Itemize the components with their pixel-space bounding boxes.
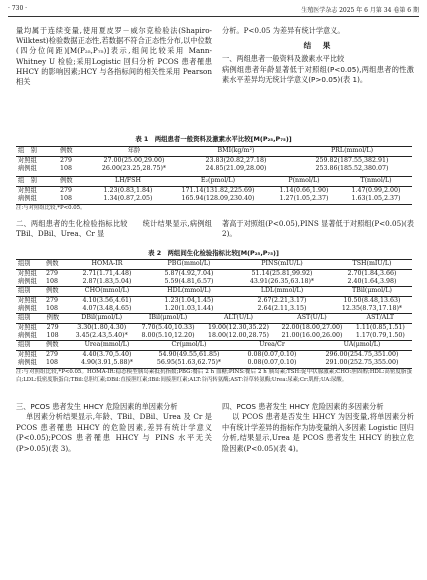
table-row xyxy=(16,195,412,204)
table-row xyxy=(16,323,412,332)
header-rule xyxy=(8,16,419,17)
table-cell: 1.27(1.05,2.37) xyxy=(268,195,340,204)
table-header-cell: HDL(mmol/L) xyxy=(146,287,232,297)
table-cell: 10.50(8.48,13.63) xyxy=(343,296,401,304)
table-cell: 病例组 xyxy=(16,195,58,204)
table-header-cell: PINS(mIU/L) xyxy=(232,260,332,270)
table-cell: 3.45(2.43,5.40)* xyxy=(75,332,128,340)
table-header-cell: LDL(mmol/L) xyxy=(232,287,332,297)
table-cell: 1.23(1.04,1.45) xyxy=(164,296,214,304)
table2-header-row-3 xyxy=(16,314,412,324)
running-header xyxy=(8,3,419,15)
table-row xyxy=(16,269,412,278)
table-cell: 1.34(0.87,2.05) xyxy=(88,195,168,204)
table-header-cell: TSH(mIU/L) xyxy=(332,260,412,270)
table2-part3 xyxy=(16,313,412,341)
table-cell: 对照组 xyxy=(18,350,37,358)
table-cell: 对照组 xyxy=(18,269,37,277)
table-cell: 对照组 xyxy=(18,186,37,194)
table-cell: 259.82(187.55,382.91) xyxy=(315,156,389,164)
table-cell: 54.90(49.55,61.85) xyxy=(158,350,220,358)
table-cell: 296.00(254.75,351.00) xyxy=(325,350,399,358)
table-cell: 26.00(23.25,28.75)* xyxy=(101,165,167,173)
table-row xyxy=(16,156,412,165)
section2-left xyxy=(16,219,212,240)
table-cell: 253.86(185.52,380.07) xyxy=(315,165,389,173)
table-cell: 24.85(21.09,28.00) xyxy=(205,165,267,173)
table-header-cell: 例数 xyxy=(44,341,68,351)
table-header-cell: AST/ALT xyxy=(349,314,412,324)
table-header-cell: 组 别 xyxy=(16,147,58,157)
table-cell: 21.00(16.00,26.00) xyxy=(281,332,343,340)
table-cell: 病例组 xyxy=(18,278,37,286)
table-header-cell: 组别 xyxy=(16,314,45,324)
table-header-cell: 组 别 xyxy=(16,177,58,187)
table-cell: 对照组 xyxy=(18,156,37,164)
table-cell: 279 xyxy=(60,186,73,194)
table-cell: 4.40(3.70,5.40) xyxy=(82,350,132,358)
right-column-results xyxy=(222,26,414,85)
table-cell: 病例组 xyxy=(18,332,37,340)
table-cell: 1.14(0.66,1.90) xyxy=(279,186,329,194)
table-cell: 3.30(1.80,4.30) xyxy=(77,323,127,331)
table-cell: 7.70(5.40,10.33) xyxy=(141,323,195,331)
table-header-cell: Urea/Cr xyxy=(232,341,312,351)
section2-text-right: 著高于对照组(P<0.05),PINS 显著低于对照组(P<0.05)(表 2)。 xyxy=(222,219,414,239)
table-cell: 0.08(0.07,0.10) xyxy=(247,350,297,358)
table-cell: 23.83(20.82,27.18) xyxy=(205,156,267,164)
table-cell: 279 xyxy=(46,296,59,304)
table-header-cell: 组别 xyxy=(16,287,44,297)
table-cell: 1.20(1.03,1.44) xyxy=(164,305,214,313)
left-column-intro xyxy=(16,26,212,87)
journal-issue: 生殖医学杂志 2025 年 6 月第 34 卷第 6 期 xyxy=(301,7,419,14)
table-cell: 对照组 xyxy=(18,296,37,304)
table-cell: 27.00(25.00,29.00) xyxy=(103,156,165,164)
table-row xyxy=(16,296,412,305)
table-cell: 5.59(4.81,6.57) xyxy=(164,278,214,286)
table-cell: 2.64(2.11,3.15) xyxy=(257,305,307,313)
table2-part2 xyxy=(16,286,412,314)
table-header-cell: PRL(mmol/L) xyxy=(292,147,412,157)
table-cell: 279 xyxy=(46,323,59,331)
table-header-cell: Cr(μmol/L) xyxy=(146,341,232,351)
table2-header-row-2 xyxy=(16,287,412,297)
results-subheading-1: 一、两组患者一般资料及激素水平比较 xyxy=(222,54,345,64)
table-header-cell: TBil(μmol/L) xyxy=(332,287,412,297)
table-cell: 4.90(3.91,5.88)* xyxy=(68,359,146,368)
section4-text: 以 PCOS 患者是否发生 HHCY 为因变量,将单因素分析中有统计学差异的指标作为协变量纳入多因素 Logistic 回归分析,结果显示,Urea 是 PCOS 患者发生 HHCY 的独立危险因素(P<0.05)(表 4)。 xyxy=(222,412,414,453)
table-header-cell: T(nmol/L) xyxy=(340,177,412,187)
table-header-cell: LH/FSH xyxy=(88,177,168,187)
table-cell: 43.91(26.35,63.18)* xyxy=(249,278,315,286)
table-cell: 108 xyxy=(46,305,59,313)
table-header-cell: IBil(μmol/L) xyxy=(134,314,201,324)
table1-caption: 表 1 两组患者一般资料及激素水平比较[M(P₂₅,P₇₅)] xyxy=(135,135,292,143)
table-cell: 对照组 xyxy=(18,323,37,331)
table-cell: 4.10(3.56,4.61) xyxy=(82,296,132,304)
table-cell: 2.67(2.21,3.17) xyxy=(257,296,307,304)
table-cell: 19.00(12.30,35.22) xyxy=(207,323,269,331)
table-cell: 2.40(1.64,3.98) xyxy=(347,278,397,286)
section2-right xyxy=(222,219,414,240)
table-cell: 171.14(131.82,225.69) xyxy=(181,186,255,194)
table-header-cell: 年龄 xyxy=(88,147,180,157)
table-header-cell: CHO(mmol/L) xyxy=(68,287,146,297)
page-number: · 730 · xyxy=(8,5,28,12)
table-cell: 8.00(5.10,12.20) xyxy=(141,332,195,340)
table2-part1 xyxy=(16,259,412,287)
table-cell: 279 xyxy=(46,269,59,277)
table-header-cell: 例数 xyxy=(45,314,69,324)
table-cell: 108 xyxy=(60,165,73,173)
table-header-cell: 组别 xyxy=(16,341,44,351)
table-cell: 1.17(0.79,1.50) xyxy=(355,332,405,340)
table-cell: 108 xyxy=(46,332,59,340)
results-paragraph-1: 病例组患者年龄显著低于对照组(P<0.05),两组患者的性激素水平差异均无统计学意义(P>0.05)(表 1)。 xyxy=(222,64,414,84)
table-cell: 291.00(252.75,355.00) xyxy=(312,359,412,368)
table1 xyxy=(16,146,412,174)
table-cell: 108 xyxy=(44,359,68,368)
table-cell: 病例组 xyxy=(18,165,37,173)
table1-header-row-1 xyxy=(16,147,412,157)
table-cell: 2.71(1.71,4.48) xyxy=(82,269,132,277)
table-cell: 18.00(12.00,28.75) xyxy=(207,332,269,340)
table-header-cell: HOMA-IR xyxy=(68,260,146,270)
section4 xyxy=(222,402,414,454)
table1-note: 注:与对照组比较,*P<0.05。 xyxy=(16,205,86,211)
section2-text-left: 二、两组患者的生化检验指标比较 统计结果显示,病例组 TBil、DBil、Urea、Cr 显 xyxy=(16,219,212,239)
table2-caption: 表 2 两组间生化检验指标比较[M(P₂₅,P₇₅)] xyxy=(148,249,279,257)
table-cell: 51.14(25.81,99.92) xyxy=(251,269,313,277)
table-cell: 2.87(1.83,5.04) xyxy=(82,278,132,286)
table-cell: 病例组 xyxy=(18,305,37,313)
methods-paragraph-end: 分析。P<0.05 为差异有统计学意义。 xyxy=(222,26,345,35)
table-header-cell: 例数 xyxy=(44,260,68,270)
table-header-cell: 例数 xyxy=(44,287,68,297)
table-cell: 279 xyxy=(46,350,59,358)
table-row xyxy=(16,186,412,195)
table-header-cell: AST(U/L) xyxy=(275,314,348,324)
table-header-cell: Urea(mmol/L) xyxy=(68,341,146,351)
table-header-cell: 例数 xyxy=(58,177,88,187)
section4-heading: 四、PCOS 患者发生 HHCY 危险因素的多因素分析 xyxy=(222,402,384,411)
table-cell: 279 xyxy=(60,156,73,164)
table1-part2 xyxy=(16,176,412,205)
table-header-cell: PBG(mmol/L) xyxy=(146,260,232,270)
table-header-cell: 组别 xyxy=(16,260,44,270)
table-row xyxy=(16,165,412,174)
table-header-cell: DBil(μmol/L) xyxy=(69,314,134,324)
results-heading: 结 果 xyxy=(303,41,333,51)
section3-heading: 三、PCOS 患者发生 HHCY 危险因素的单因素分析 xyxy=(16,402,178,411)
table-header-cell: BMI(kg/m²) xyxy=(180,147,292,157)
section3 xyxy=(16,402,212,454)
table-row xyxy=(16,350,412,359)
table-cell: 56.95(51.63,62.75)* xyxy=(146,359,232,368)
table-cell: 108 xyxy=(46,278,59,286)
table-header-cell: E₂(pmol/L) xyxy=(168,177,268,187)
section3-text: 单因素分析结果显示,年龄、TBil、DBil、Urea 及 Cr 是 PCOS 患者罹患 HHCY 的危险因素,差异有统计学意义(P<0.05);PCOS 患者罹患 HHCY 与 PINS 水平无关(P>0.05)(表 3)。 xyxy=(16,412,212,453)
table-cell: 165.94(128.09,230.40) xyxy=(168,195,268,204)
table-cell: 2.70(1.84,3.66) xyxy=(347,269,397,277)
table-header-cell: P(nmol/L) xyxy=(268,177,340,187)
table2-part4 xyxy=(16,340,412,369)
table-cell: 0.08(0.07,0.10) xyxy=(232,359,312,368)
table2-note: 注:与对照组比较,*P<0.05。HOMA-IR:稳态模型胰岛素抵抗指数;PBG:餐后 2 h 血糖;PINS:餐后 2 h 胰岛素;TSH:促甲状腺激素;CHO:胆固醇;HDL:高密度脂蛋白;LDL:低密度脂蛋白;TBil:总胆红素;DBil:直接胆红素;IBil:间接胆红素;ALT:谷丙转氨酶;AST:谷草转氨酶;Urea:尿素;Cr:肌酐;UA:尿酸。 xyxy=(16,369,412,383)
table-cell: 108 xyxy=(58,195,88,204)
table-cell: 病例组 xyxy=(16,359,44,368)
table-header-cell: UA(μmol/L) xyxy=(312,341,412,351)
table-cell: 1.11(0.85,1.51) xyxy=(355,323,405,331)
table-cell: 5.87(4.92,7.04) xyxy=(164,269,214,277)
methods-paragraph: 量均属于连续变量,使用夏皮罗－威尔克检验法(Shapiro-Wilktest)检验数据正态性,若数据不符合正态性分布,以中位数(四分位间距)[M(P₂₅,P₇₅)]表示,组间比较采用 Mann-Whitney U 检验;采用Logistic 回归分析 PCOS 患者罹患 HHCY 的影响因素;HCY 与各指标间的相关性采用 Pearson 相关 xyxy=(16,26,212,87)
table-cell: 1.63(1.05,2.37) xyxy=(340,195,412,204)
table-cell: 22.00(18.00,27.00) xyxy=(281,323,343,331)
table-cell: 1.23(0.83,1.84) xyxy=(103,186,153,194)
table-cell: 1.47(0.99,2.00) xyxy=(351,186,401,194)
table-cell: 4.07(3.48,4.65) xyxy=(82,305,132,313)
table-header-cell: 例数 xyxy=(58,147,88,157)
table1-header-row-2 xyxy=(16,177,412,187)
table2-header-row-1 xyxy=(16,260,412,270)
table-row xyxy=(16,359,412,368)
table2-header-row-4 xyxy=(16,341,412,351)
table-cell: 12.35(8.73,17.18)* xyxy=(341,305,403,313)
table-header-cell: ALT(U/L) xyxy=(202,314,275,324)
